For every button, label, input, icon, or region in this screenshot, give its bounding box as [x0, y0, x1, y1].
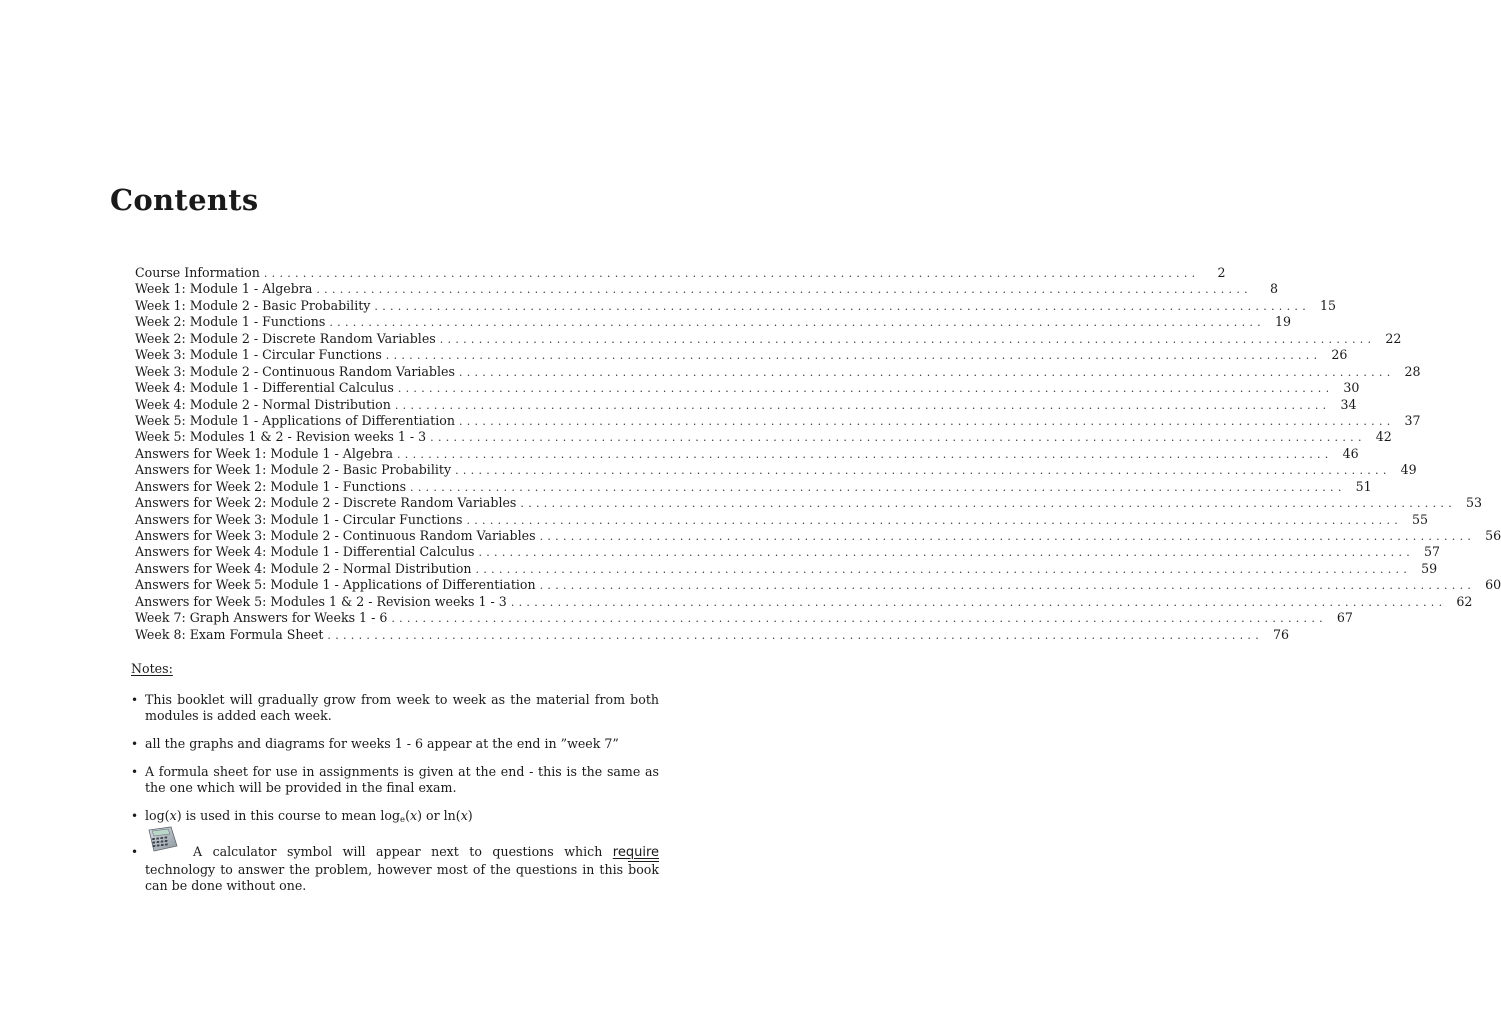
log-text: ) or ln(	[417, 808, 461, 823]
toc-entry[interactable]	[135, 528, 1501, 544]
toc-entry[interactable]	[135, 330, 1402, 347]
toc-entry-label: Week 3: Module 2 - Continuous Random Variables	[135, 364, 459, 380]
toc-entry-label: Answers for Week 3: Module 2 - Continuous Random Variables	[135, 528, 540, 544]
toc-dot-leader: ........................................................................................................................	[391, 612, 1327, 626]
toc-entry-label: Week 1: Module 2 - Basic Probability	[135, 298, 374, 314]
log-text: ) is used in this course to mean log	[176, 808, 401, 823]
toc-dot-leader: ........................................................................................................................	[385, 349, 1322, 363]
toc-entry[interactable]	[135, 610, 1353, 626]
note-text: This booklet will gradually grow from week to week as the material from both modules is added each week.	[145, 692, 659, 723]
toc-entry-page: 46	[1342, 445, 1359, 461]
note-item	[131, 692, 659, 724]
table-of-contents	[135, 265, 1501, 643]
toc-entry-page: 37	[1404, 412, 1421, 428]
toc-entry-label: Answers for Week 5: Module 1 - Applications of Differentiation	[135, 577, 540, 593]
toc-entry[interactable]	[135, 593, 1473, 610]
calc-text: can be done without one.	[145, 878, 307, 893]
toc-entry-page: 34	[1340, 396, 1357, 412]
toc-entry-page: 2	[1217, 265, 1226, 280]
toc-entry[interactable]	[135, 429, 1392, 445]
toc-entry-page: 15	[1319, 297, 1336, 313]
toc-dot-leader: ........................................................................................................................	[475, 562, 1412, 576]
toc-entry-page: 59	[1421, 560, 1438, 576]
toc-entry-label: Week 7: Graph Answers for Weeks 1 - 6	[135, 610, 391, 626]
calculator-icon	[145, 826, 179, 852]
toc-entry-page: 76	[1272, 626, 1290, 642]
note-item	[131, 764, 659, 796]
toc-entry-page: 51	[1355, 478, 1372, 494]
toc-dot-leader: ........................................................................................................................	[539, 530, 1476, 543]
toc-dot-leader: ........................................................................................................................	[520, 497, 1456, 511]
calc-text: technology to answer the problem, however most of the questions in this	[145, 862, 629, 877]
toc-dot-leader: ........................................................................................................................	[458, 414, 1395, 428]
toc-dot-leader: ........................................................................................................................	[510, 595, 1447, 609]
toc-entry-label: Answers for Week 2: Module 1 - Functions	[135, 479, 410, 495]
math-variable: x	[169, 808, 177, 823]
toc-entry[interactable]	[135, 265, 1226, 281]
highlight-word: require	[612, 845, 659, 860]
toc-entry-label: Week 3: Module 1 - Circular Functions	[135, 347, 386, 363]
boxed-word: book	[628, 862, 659, 877]
bullet-icon: •	[131, 845, 139, 859]
toc-dot-leader: ........................................................................................................................	[439, 332, 1376, 346]
toc-dot-leader: ........................................................................................................................	[466, 513, 1403, 527]
note-text: all the graphs and diagrams for weeks 1 - 6 appear at the end in ”week 7”	[145, 736, 619, 751]
toc-entry-label: Week 5: Module 1 - Applications of Differentiation	[135, 413, 459, 429]
calc-text: A calculator symbol will appear next to questions which	[193, 844, 613, 859]
toc-entry-label: Week 2: Module 1 - Functions	[135, 314, 329, 330]
toc-dot-leader: ........................................................................................................................	[263, 267, 1200, 280]
toc-entry[interactable]	[135, 363, 1421, 380]
toc-entry-page: 26	[1331, 347, 1348, 363]
toc-entry[interactable]	[135, 445, 1359, 462]
note-text	[145, 808, 473, 823]
toc-entry-page: 8	[1269, 281, 1278, 297]
toc-dot-leader: ........................................................................................................................	[327, 628, 1264, 642]
toc-entry-label: Answers for Week 2: Module 2 - Discrete Random Variables	[135, 495, 520, 511]
log-text: log(	[145, 808, 170, 823]
toc-entry-page: 55	[1412, 511, 1429, 527]
toc-entry-page: 19	[1274, 314, 1291, 330]
toc-entry-label: Answers for Week 4: Module 2 - Normal Distribution	[135, 561, 476, 577]
math-variable: x	[410, 808, 418, 823]
toc-dot-leader: ........................................................................................................................	[478, 546, 1415, 560]
toc-dot-leader: ........................................................................................................................	[430, 431, 1366, 445]
page-title: Contents	[110, 183, 259, 217]
toc-entry[interactable]	[135, 577, 1501, 593]
toc-entry-page: 22	[1385, 330, 1402, 346]
note-item-calculator	[131, 844, 659, 894]
toc-entry[interactable]	[135, 478, 1372, 495]
toc-dot-leader: ........................................................................................................................	[397, 447, 1333, 461]
toc-entry-label: Week 1: Module 1 - Algebra	[135, 281, 316, 297]
toc-entry[interactable]	[135, 281, 1278, 297]
toc-entry-label: Answers for Week 5: Modules 1 & 2 - Revision weeks 1 - 3	[135, 594, 511, 610]
toc-dot-leader: ........................................................................................................................	[539, 579, 1476, 593]
toc-entry-page: 62	[1456, 593, 1473, 609]
toc-entry[interactable]	[135, 544, 1441, 560]
toc-entry-page: 49	[1400, 462, 1417, 478]
toc-entry[interactable]	[135, 396, 1357, 413]
notes-list	[131, 692, 659, 894]
toc-entry-label: Answers for Week 3: Module 1 - Circular Functions	[135, 512, 466, 528]
toc-dot-leader: ........................................................................................................................	[455, 464, 1391, 478]
toc-entry-page: 67	[1336, 610, 1353, 626]
toc-dot-leader: ........................................................................................................................	[458, 365, 1395, 379]
toc-entry[interactable]	[135, 380, 1360, 396]
toc-entry-page: 53	[1465, 495, 1482, 511]
toc-entry[interactable]	[135, 297, 1336, 314]
toc-entry-label: Week 4: Module 2 - Normal Distribution	[135, 397, 395, 413]
toc-entry-page: 42	[1375, 429, 1392, 445]
log-base: e	[400, 815, 406, 825]
toc-entry-label: Answers for Week 4: Module 1 - Differential Calculus	[135, 544, 478, 560]
note-text: A formula sheet for use in assignments is given at the end - this is the same as the one which will be provided in the final exam.	[145, 764, 659, 795]
toc-entry[interactable]	[135, 412, 1421, 429]
toc-entry-label: Course Information	[135, 265, 264, 281]
toc-dot-leader: ........................................................................................................................	[397, 382, 1334, 396]
toc-entry[interactable]	[135, 314, 1291, 330]
toc-dot-leader: ........................................................................................................................	[374, 299, 1310, 313]
toc-entry-label: Week 2: Module 2 - Discrete Random Variables	[135, 331, 440, 347]
toc-entry[interactable]	[135, 626, 1290, 643]
toc-entry-page: 60	[1485, 577, 1501, 593]
toc-entry-page: 28	[1404, 363, 1421, 379]
note-text	[145, 844, 659, 893]
toc-entry-page: 30	[1343, 380, 1360, 396]
toc-dot-leader: ........................................................................................................................	[316, 283, 1252, 297]
toc-entry-label: Week 4: Module 1 - Differential Calculus	[135, 380, 398, 396]
toc-entry[interactable]	[135, 560, 1438, 577]
toc-entry-label: Week 5: Modules 1 & 2 - Revision weeks 1 - 3	[135, 429, 430, 445]
toc-entry-label: Week 8: Exam Formula Sheet	[135, 627, 327, 643]
log-text: )	[467, 808, 473, 823]
notes-title: Notes:	[131, 661, 173, 676]
log-text: (	[405, 808, 410, 823]
note-item-log	[131, 808, 659, 828]
bullet-icon: •	[131, 737, 139, 751]
math-variable: x	[460, 808, 468, 823]
toc-entry[interactable]	[135, 347, 1348, 363]
note-item	[131, 736, 659, 752]
toc-entry-page: 57	[1424, 544, 1441, 560]
toc-dot-leader: ........................................................................................................................	[329, 316, 1265, 330]
bullet-icon: •	[131, 693, 139, 707]
toc-entry-label: Answers for Week 1: Module 1 - Algebra	[135, 446, 397, 462]
toc-entry-page: 56	[1485, 528, 1501, 543]
toc-entry[interactable]	[135, 511, 1429, 528]
toc-entry-label: Answers for Week 1: Module 2 - Basic Probability	[135, 462, 455, 478]
toc-entry[interactable]	[135, 495, 1482, 511]
bullet-icon: •	[131, 809, 139, 823]
toc-dot-leader: ........................................................................................................................	[410, 480, 1346, 494]
toc-dot-leader: ........................................................................................................................	[394, 398, 1331, 412]
bullet-icon: •	[131, 765, 139, 779]
toc-entry[interactable]	[135, 462, 1417, 478]
